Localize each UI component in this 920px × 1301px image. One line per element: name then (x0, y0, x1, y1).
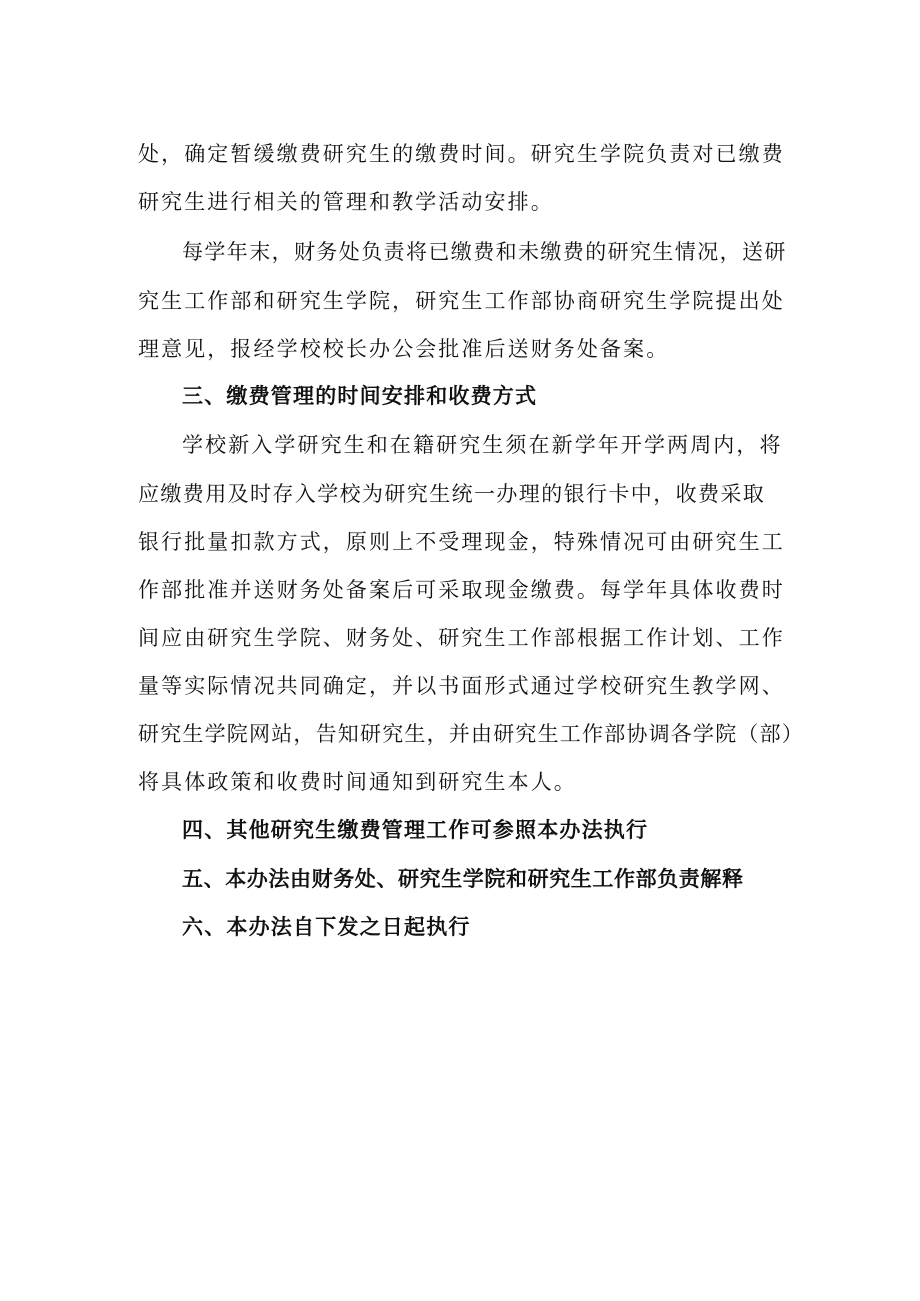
paragraph-2-line-1: 每学年末，财务处负责将已缴费和未缴费的研究生情况，送研 (182, 240, 787, 264)
paragraph-1-line-1: 处，确定暂缓缴费研究生的缴费时间。研究生学院负责对已缴费 (138, 142, 785, 166)
paragraph-3-line-2: 应缴费用及时存入学校为研究生统一办理的银行卡中，收费采取 (138, 482, 766, 506)
paragraph-3-line-7: 研究生学院网站，告知研究生，并由研究生工作部协调各学院（部） (138, 722, 804, 746)
paragraph-3-line-5: 间应由研究生学院、财务处、研究生工作部根据工作计划、工作 (138, 626, 785, 650)
paragraph-3-line-3: 银行批量扣款方式，原则上不受理现金，特殊情况可由研究生工 (138, 530, 785, 554)
paragraph-3-line-6: 量等实际情况共同确定，并以书面形式通过学校研究生教学网、 (138, 674, 785, 698)
section-heading-6: 六、本办法自下发之日起执行 (182, 915, 471, 939)
paragraph-1-line-2: 研究生进行相关的管理和教学活动安排。 (138, 190, 554, 214)
paragraph-3-line-1: 学校新入学研究生和在籍研究生须在新学年开学两周内，将 (182, 433, 783, 457)
section-heading-4: 四、其他研究生缴费管理工作可参照本办法执行 (182, 818, 649, 842)
paragraph-2-line-3: 理意见，报经学校校长办公会批准后送财务处备案。 (138, 337, 670, 361)
paragraph-3-line-8: 将具体政策和收费时间通知到研究生本人。 (138, 770, 577, 794)
section-heading-5: 五、本办法由财务处、研究生学院和研究生工作部负责解释 (182, 867, 744, 891)
paragraph-2-line-2: 究生工作部和研究生学院，研究生工作部协商研究生学院提出处 (138, 289, 785, 313)
paragraph-3-line-4: 作部批准并送财务处备案后可采取现金缴费。每学年具体收费时 (138, 578, 785, 602)
section-heading-3: 三、缴费管理的时间安排和收费方式 (182, 384, 538, 408)
